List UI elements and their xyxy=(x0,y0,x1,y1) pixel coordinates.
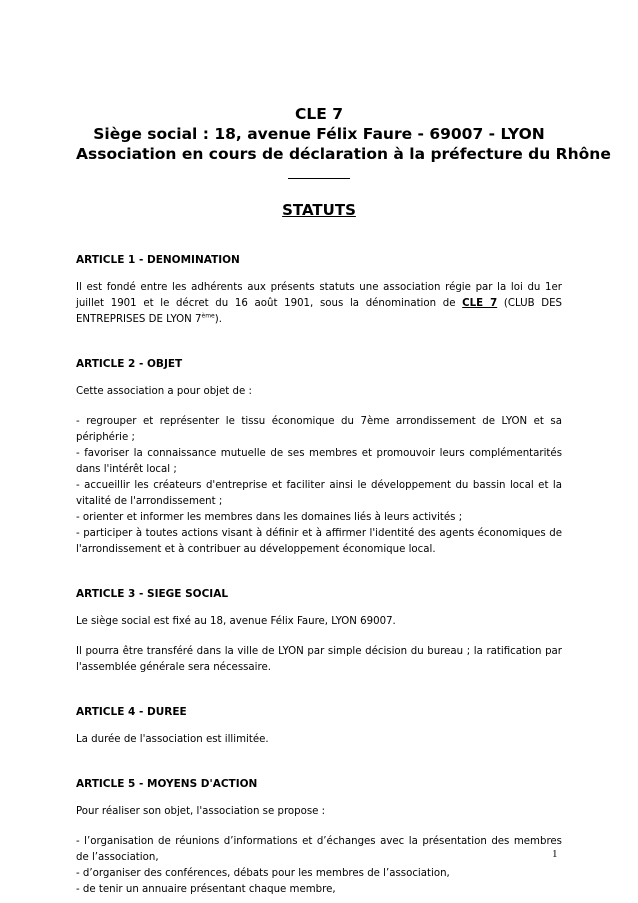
document-page xyxy=(76,104,611,898)
article-2-heading: ARTICLE 2 - OBJET xyxy=(76,358,183,370)
page-number: 1 xyxy=(552,848,558,860)
article-5-heading: ARTICLE 5 - MOYENS D'ACTION xyxy=(76,778,258,790)
article-1-name: CLE 7 xyxy=(462,298,498,309)
article-1-sup: ème xyxy=(201,312,215,320)
article-3-paragraph-2: Il pourra être transféré dans la ville de LYON par simple décision du bureau ; la ratification par l'assemblée générale sera nécessaire. xyxy=(76,646,562,673)
header-rule xyxy=(288,162,350,179)
declaration-status: Association en cours de déclaration à la préfecture du Rhône xyxy=(76,145,611,163)
list-item: - participer à toutes actions visant à définir et à affirmer l'identité des agents économiques de l'arrondissement et à contribuer au développement économique local. xyxy=(76,528,562,555)
list-item: - favoriser la connaissance mutuelle de ses membres et promouvoir leurs complémentarités dans l'intérêt local ; xyxy=(76,448,562,475)
registered-office: Siège social : 18, avenue Félix Faure - 69007 - LYON xyxy=(93,125,545,143)
article-5-list xyxy=(76,834,562,898)
document-title: STATUTS xyxy=(282,201,356,219)
list-item: - accueillir les créateurs d'entreprise et faciliter ainsi le développement du bassin local et la vitalité de l'arrondissement ; xyxy=(76,480,562,507)
list-item: - regrouper et représenter le tissu économique du 7ème arrondissement de LYON et sa périphérie ; xyxy=(76,416,562,443)
article-3-heading: ARTICLE 3 - SIEGE SOCIAL xyxy=(76,588,229,600)
article-1-text xyxy=(76,280,562,328)
list-item: - l’organisation de réunions d’informations et d’échanges avec la présentation des membres de l’association, xyxy=(76,836,562,863)
article-1-text-before: Il est fondé entre les adhérents aux présents statuts une association régie par la loi du 1er juillet 1901 et le décret du 16 août 1901, sous la dénomination de xyxy=(76,282,562,309)
article-4-paragraph: La durée de l'association est illimitée. xyxy=(76,734,269,745)
association-name: CLE 7 xyxy=(294,105,344,123)
article-5-intro: Pour réaliser son objet, l'association se propose : xyxy=(76,806,326,817)
article-2-intro: Cette association a pour objet de : xyxy=(76,386,252,397)
list-item: - de tenir un annuaire présentant chaque membre, xyxy=(76,884,336,895)
article-2-list xyxy=(76,414,562,558)
list-item: - orienter et informer les membres dans les domaines liés à leurs activités ; xyxy=(76,512,463,523)
article-1-heading: ARTICLE 1 - DENOMINATION xyxy=(76,254,240,266)
article-3-paragraph-1: Le siège social est fixé au 18, avenue Félix Faure, LYON 69007. xyxy=(76,616,396,627)
list-item: - d’organiser des conférences, débats pour les membres de l’association, xyxy=(76,868,450,879)
document-header xyxy=(76,104,611,179)
article-1-text-end: ). xyxy=(214,314,222,325)
article-4-heading: ARTICLE 4 - DUREE xyxy=(76,706,187,718)
article-1-text-after: (CLUB DES ENTREPRISES DE LYON 7 xyxy=(76,298,562,325)
